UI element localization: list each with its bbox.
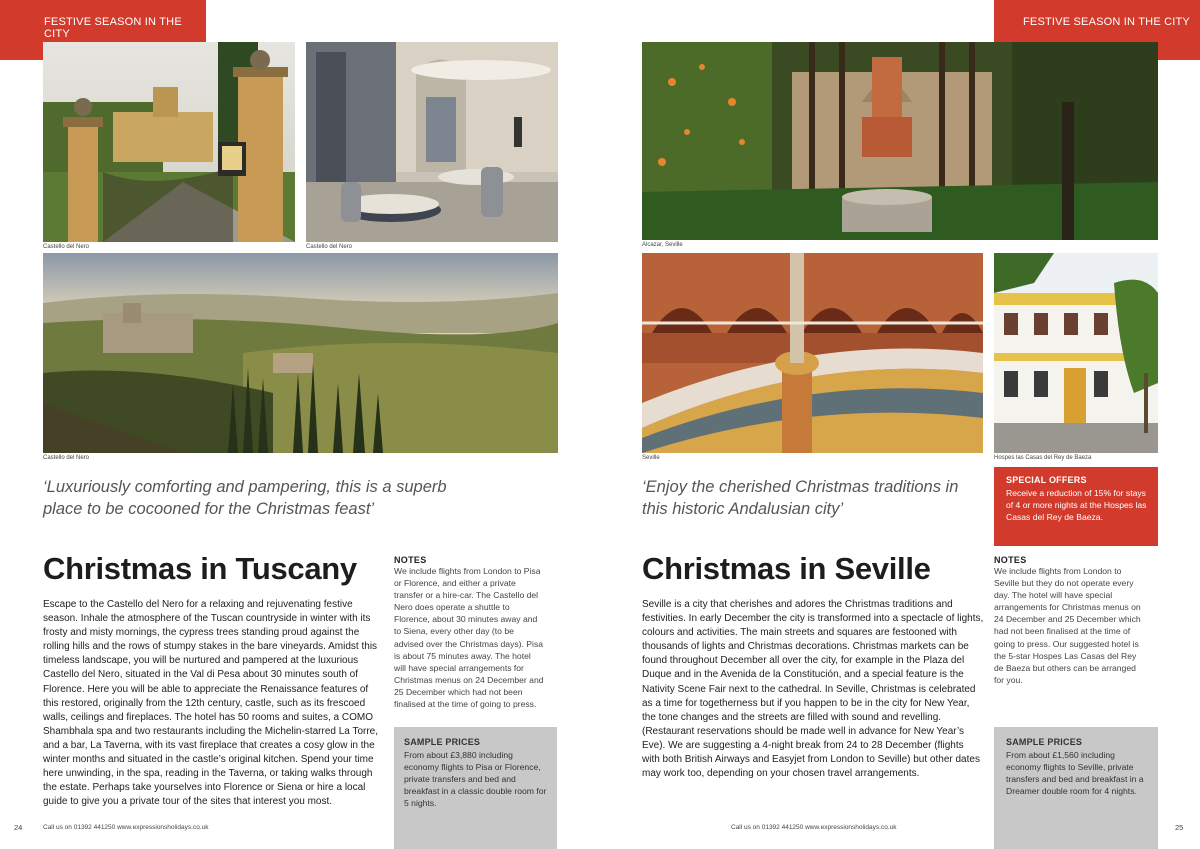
page-number: 24 — [14, 823, 23, 832]
sample-prices-heading: SAMPLE PRICES — [1006, 737, 1083, 747]
notes-heading: NOTES — [994, 555, 1027, 565]
notes-section — [994, 555, 1144, 686]
footer-contact: Call us on 01392 441250 www.expressionsholidays.co.uk — [731, 824, 897, 831]
photo-caption: Castello del Nero — [43, 455, 90, 461]
notes-heading: NOTES — [394, 555, 427, 565]
sample-prices-heading: SAMPLE PRICES — [404, 737, 481, 747]
hotel-facade-photo — [994, 253, 1158, 453]
tuscan-landscape-photo — [43, 253, 558, 453]
header-tag-left: FESTIVE SEASON IN THE CITY — [0, 0, 206, 60]
pull-quote: ‘Enjoy the cherished Christmas traditions in this historic Andalusian city’ — [642, 478, 959, 518]
footer-contact: Call us on 01392 441250 www.expressionsholidays.co.uk — [43, 824, 209, 831]
sample-prices-text: From about £3,880 including economy flights to Pisa or Florence, private transfers and bed and breakfast in a classic double room for 5 nights. — [404, 750, 547, 809]
alcazar-garden-photo — [642, 42, 1158, 240]
notes-section — [394, 555, 544, 710]
article-title: Christmas in Tuscany — [43, 551, 357, 586]
special-offers-text: Receive a reduction of 15% for stays of 4 or more nights at the Hospes las Casas del Rey de Baeza. — [1006, 488, 1147, 523]
sample-prices-text: From about £1,560 including economy flights to Seville, private transfers and bed and breakfast in a Dreamer double room for 4 nights. — [1006, 750, 1144, 797]
photo-caption: Hospes las Casas del Rey de Baeza — [994, 455, 1092, 461]
photo-caption: Castello del Nero — [43, 244, 90, 250]
header-tag-right: FESTIVE SEASON IN THE CITY — [994, 0, 1200, 60]
photo-caption: Alcazar, Seville — [642, 242, 683, 248]
pull-quote: ‘Luxuriously comforting and pampering, this is a superb place to be cocooned for the Christmas feast’ — [43, 478, 447, 518]
sample-prices-box — [394, 727, 557, 849]
notes-text: We include flights from London to Pisa or Florence, and either a private transfer or a hire-car. The Castello del Nero does operate a shuttle to Florence, about 30 minutes away and to Siena, every other day (to be advised over the Christmas days). Pisa is about 75 minutes away. The hotel will have special arrangements for Christmas menus on 24 December and 25 December which had not been finalised at the time of going to press. — [394, 566, 544, 710]
restaurant-photo — [306, 42, 558, 242]
special-offers-box — [994, 467, 1158, 546]
photo-caption: Castello del Nero — [306, 244, 353, 250]
article-body: Escape to the Castello del Nero for a relaxing and rejuvenating festive season. Inhale the atmosphere of the Tuscan countryside in winter with its frosty and misty mornings, the cypress trees standing proud against the rolling hills and the rows of stumpy stakes in the bare vineyards. Amidst this timeless landscape, you will be nurtured and pampered at the luxurious Castello del Nero, situated in the Val di Pesa about 30 minutes south of Florence. Here you will be able to appreciate the Renaissance features of this restored, originally from the 12th century, castle, such as its frescoed walls, ceilings and fireplaces. The hotel has 50 rooms and suites, a COMO Shambhala spa and two restaurants including the Michelin-starred La Torre, and a bar, La Taverna, with its vast fireplace that creates a cosy glow in the winter months and situated in the castle’s original kitchen. Spend your time here unwinding, in the spa, reading in the Taverna, or taking walks through the estate. Perhaps take yourselves into Florence or Siena or hire a local guide to give you a private tour of the sites that interest you most. — [43, 599, 378, 808]
article-body: Seville is a city that cherishes and adores the Christmas traditions and festivities. In early December the city is transformed into a spectacle of lights, colours and activities. The main streets and squares are festooned with thousands of lights and Christmas decorations. Christmas markets can be found throughout December all over the city, for example in the Plaza del Duque and in the Avenida de la Constitución, and a special feature is the Nativity Scene Fair next to the cathedral. In Seville, Christmas is celebrated as a time for togetherness but if you happen to be in the city for New Year, the tone changes and the streets are filled with sound and revelling. (Restaurant reservations should be made well in advance for New Year’s Eve). We are suggesting a 4-night break from 24 to 28 December (flights with both British Airways and Easyjet from London to Seville) but other dates may work too, depending on your chosen travel arrangements. — [642, 599, 984, 780]
special-offers-heading: SPECIAL OFFERS — [1006, 475, 1087, 485]
castle-gate-photo — [43, 42, 295, 242]
article-title: Christmas in Seville — [642, 551, 931, 586]
notes-text: We include flights from London to Seville but they do not operate every day. The hotel will have special arrangements for Christmas menus on 24 December and 25 December which had not been finalised at the time of going to press. Our suggested hotel is the 5-star Hospes Las Casas del Rey de Baeza but others can be arranged for you. — [994, 566, 1141, 685]
sample-prices-box — [994, 727, 1158, 849]
photo-caption: Seville — [642, 455, 660, 461]
page-number: 25 — [1175, 823, 1184, 832]
plaza-espana-photo — [642, 253, 983, 453]
